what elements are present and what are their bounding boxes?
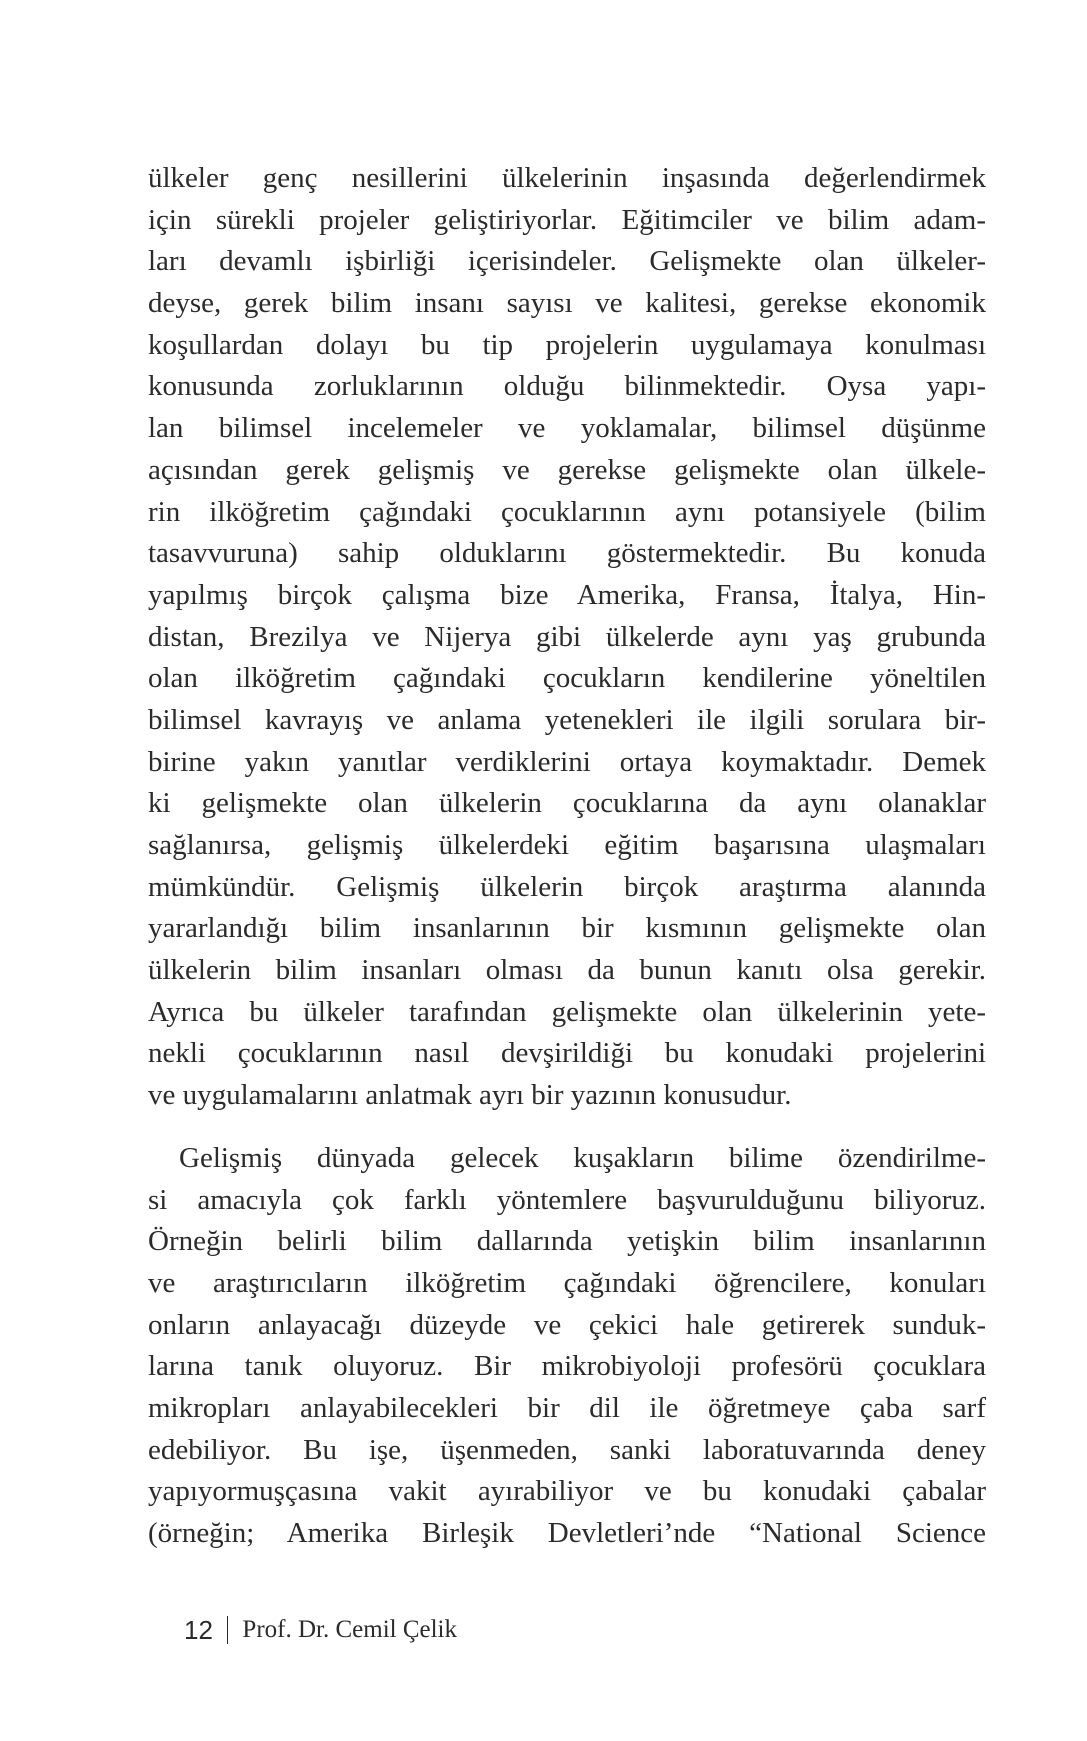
text-line: onların anlayacağı düzeyde ve çekici hale getirerek sunduk- (148, 1308, 986, 1341)
text-line: lan bilimsel incelemeler ve yoklamalar, bilimsel düşünme (148, 412, 986, 445)
text-line: ki gelişmekte olan ülkelerin çocuklarına da aynı olanaklar (148, 787, 986, 820)
text-line: distan, Brezilya ve Nijerya gibi ülkelerde aynı yaş grubunda (148, 620, 986, 653)
text-line: yararlandığı bilim insanlarının bir kısmının gelişmekte olan (148, 912, 986, 945)
text-line: için sürekli projeler geliştiriyorlar. Eğitimciler ve bilim adam- (148, 203, 986, 236)
body-text (148, 158, 986, 1555)
text-line: mikropları anlayabilecekleri bir dil ile öğretmeye çaba sarf (148, 1391, 986, 1424)
page-number: 12 (184, 1614, 213, 1645)
text-line: yapıyormuşçasına vakit ayırabiliyor ve bu konudaki çabalar (148, 1475, 986, 1508)
footer-divider (227, 1616, 229, 1644)
paragraph-gap (148, 1117, 986, 1138)
text-line: mümkündür. Gelişmiş ülkelerin birçok araştırma alanında (148, 870, 986, 903)
text-line: Örneğin belirli bilim dallarında yetişkin bilim insanlarının (148, 1225, 986, 1258)
text-line: ve araştırıcıların ilköğretim çağındaki öğrencilere, konuları (148, 1266, 986, 1299)
text-line: konusunda zorluklarının olduğu bilinmektedir. Oysa yapı- (148, 370, 986, 403)
text-line: edebiliyor. Bu işe, üşenmeden, sanki laboratuvarında deney (148, 1433, 986, 1466)
text-line: birine yakın yanıtlar verdiklerini ortaya koymaktadır. Demek (148, 745, 986, 778)
text-line: ları devamlı işbirliği içerisindeler. Gelişmekte olan ülkeler- (148, 245, 986, 278)
text-line: (örneğin; Amerika Birleşik Devletleri’nde “National Science (148, 1517, 986, 1549)
page-footer (184, 1612, 457, 1648)
text-line: Ayrıca bu ülkeler tarafından gelişmekte olan ülkelerinin yete- (148, 995, 986, 1028)
text-line: bilimsel kavrayış ve anlama yetenekleri ile ilgili sorulara bir- (148, 703, 986, 736)
text-line: yapılmış birçok çalışma bize Amerika, Fransa, İtalya, Hin- (148, 578, 986, 611)
text-line: ve uygulamalarını anlatmak ayrı bir yazının konusudur. (148, 1079, 792, 1112)
author-name: Prof. Dr. Cemil Çelik (242, 1616, 457, 1643)
paragraph-1 (148, 158, 986, 1117)
text-line: deyse, gerek bilim insanı sayısı ve kalitesi, gerekse ekonomik (148, 287, 986, 320)
text-line: ülkeler genç nesillerini ülkelerinin inşasında değerlendirmek (148, 162, 986, 194)
text-line: sağlanırsa, gelişmiş ülkelerdeki eğitim başarısına ulaşmaları (148, 829, 986, 861)
text-line: rin ilköğretim çağındaki çocuklarının aynı potansiyele (bilim (148, 495, 986, 528)
text-line: ülkelerin bilim insanları olması da bunun kanıtı olsa gerekir. (148, 954, 986, 987)
text-line: tasavvuruna) sahip olduklarını göstermektedir. Bu konuda (148, 537, 986, 570)
paragraph-2 (148, 1138, 986, 1555)
text-line: nekli çocuklarının nasıl devşirildiği bu konudaki projelerini (148, 1037, 986, 1070)
text-line: si amacıyla çok farklı yöntemlere başvurulduğunu biliyoruz. (148, 1183, 986, 1216)
text-line: olan ilköğretim çağındaki çocukların kendilerine yöneltilen (148, 662, 986, 695)
text-line: Gelişmiş dünyada gelecek kuşakların bilime özendirilme- (179, 1141, 986, 1174)
text-line: açısından gerek gelişmiş ve gerekse gelişmekte olan ülkele- (148, 453, 986, 486)
text-line: larına tanık oluyoruz. Bir mikrobiyoloji profesörü çocuklara (148, 1350, 986, 1383)
text-line: koşullardan dolayı bu tip projelerin uygulamaya konulması (148, 328, 986, 361)
